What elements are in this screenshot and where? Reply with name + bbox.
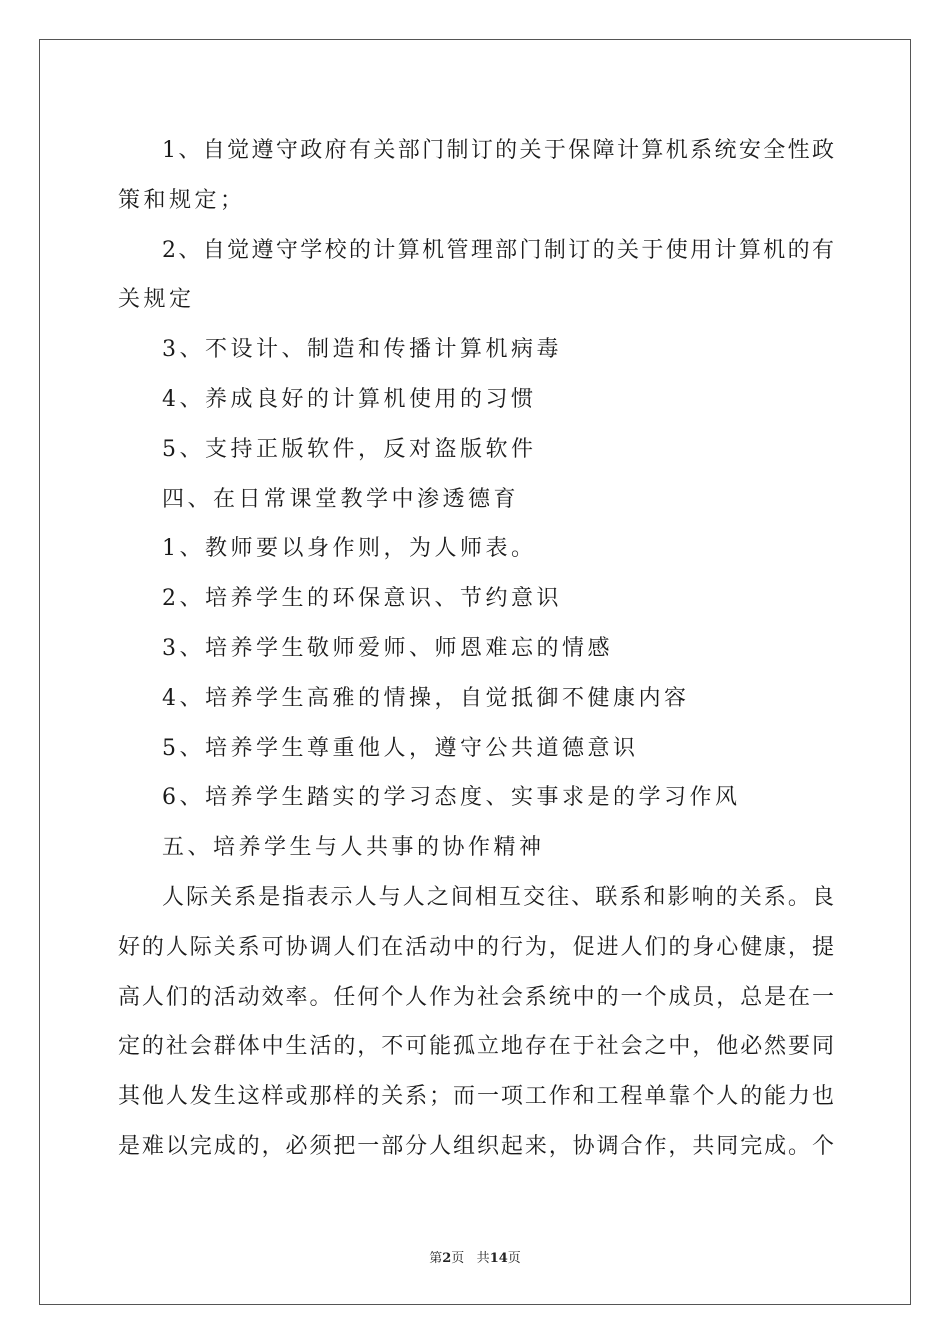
paragraph-line: 人际关系是指表示人与人之间相互交往、联系和影响的关系。良	[162, 884, 834, 910]
list-item: 5、培养学生尊重他人，遵守公共道德意识	[162, 735, 639, 761]
section-heading: 四、在日常课堂教学中渗透德育	[162, 486, 520, 512]
paragraph-line: 其他人发生这样或那样的关系；而一项工作和工程单靠个人的能力也	[118, 1084, 834, 1110]
footer-total-suffix: 页	[507, 1251, 521, 1266]
footer-page-suffix: 页	[451, 1251, 465, 1266]
list-item: 6、培养学生踏实的学习态度、实事求是的学习作风	[162, 785, 741, 811]
footer-total-prefix: 共	[476, 1251, 490, 1266]
document-body	[118, 126, 834, 1172]
footer-page-number: 2	[442, 1251, 452, 1266]
list-item: 4、培养学生高雅的情操，自觉抵御不健康内容	[162, 685, 690, 711]
paragraph-line: 是难以完成的，必须把一部分人组织起来，协调合作，共同完成。个	[118, 1133, 834, 1159]
footer-total-number: 14	[489, 1251, 508, 1266]
footer-page-prefix: 第	[429, 1251, 443, 1266]
list-item: 2、培养学生的环保意识、节约意识	[162, 586, 562, 612]
list-item: 4、养成良好的计算机使用的习惯	[162, 386, 537, 412]
paragraph-line: 关规定	[118, 287, 195, 313]
paragraph-line: 高人们的活动效率。任何个人作为社会系统中的一个成员，总是在一	[118, 984, 834, 1010]
list-item: 5、支持正版软件，反对盗版软件	[162, 436, 537, 462]
list-item: 3、不设计、制造和传播计算机病毒	[162, 337, 562, 363]
paragraph-line: 好的人际关系可协调人们在活动中的行为，促进人们的身心健康，提	[118, 934, 834, 960]
page-footer	[0, 1247, 950, 1266]
paragraph-line: 定的社会群体中生活的，不可能孤立地存在于社会之中，他必然要同	[118, 1034, 834, 1060]
list-item: 3、培养学生敬师爱师、师恩难忘的情感	[162, 635, 613, 661]
list-item: 1、教师要以身作则，为人师表。	[162, 536, 537, 562]
paragraph-line: 2、自觉遵守学校的计算机管理部门制订的关于使用计算机的有	[162, 237, 834, 263]
paragraph-line: 策和规定；	[118, 187, 246, 213]
section-heading: 五、培养学生与人共事的协作精神	[162, 835, 545, 861]
paragraph-line: 1、自觉遵守政府有关部门制订的关于保障计算机系统安全性政	[162, 138, 834, 163]
